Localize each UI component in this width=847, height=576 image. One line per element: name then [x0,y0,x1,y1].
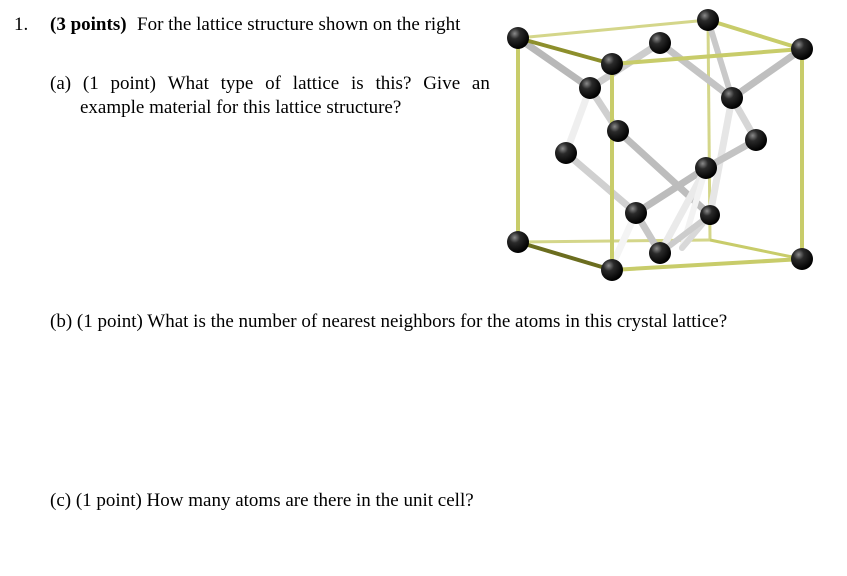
part-c: (c) (1 point) How many atoms are there in the unit cell? [50,490,474,511]
atom [607,120,629,142]
atom [507,231,529,253]
question-number: 1. [14,14,29,35]
atom [507,27,529,49]
question-text: For the lattice structure shown on the right [137,14,461,35]
atom [791,38,813,60]
atom [745,129,767,151]
atom [579,77,601,99]
part-a-line-2: example material for this lattice structure? [80,97,402,118]
question-points: (3 points) [50,14,127,35]
part-a-word: lattice [292,73,340,94]
part-a-word: type [220,73,254,94]
atom [625,202,647,224]
part-a [50,72,490,120]
atom [695,157,717,179]
part-b: (b) (1 point) What is the number of nearest neighbors for the atoms in this crystal lattice? [50,311,728,332]
atom [649,32,671,54]
part-a-word: (1 [82,73,99,94]
atom [697,9,719,31]
atom [791,248,813,270]
part-a-word: an [471,73,490,94]
part-a-word: of [265,73,281,94]
part-a-word: Give [423,73,461,94]
atom [700,205,720,225]
atom [555,142,577,164]
atom [601,259,623,281]
part-a-line-1 [50,72,490,96]
part-a-word: this? [375,73,412,94]
part-a-word: (a) [50,73,72,94]
part-a-word: point) [110,73,156,94]
atom [721,87,743,109]
atom [649,242,671,264]
atom [601,53,623,75]
diamond-lattice-figure [500,8,830,290]
part-a-word: What [167,73,209,94]
part-a-word: is [351,73,364,94]
